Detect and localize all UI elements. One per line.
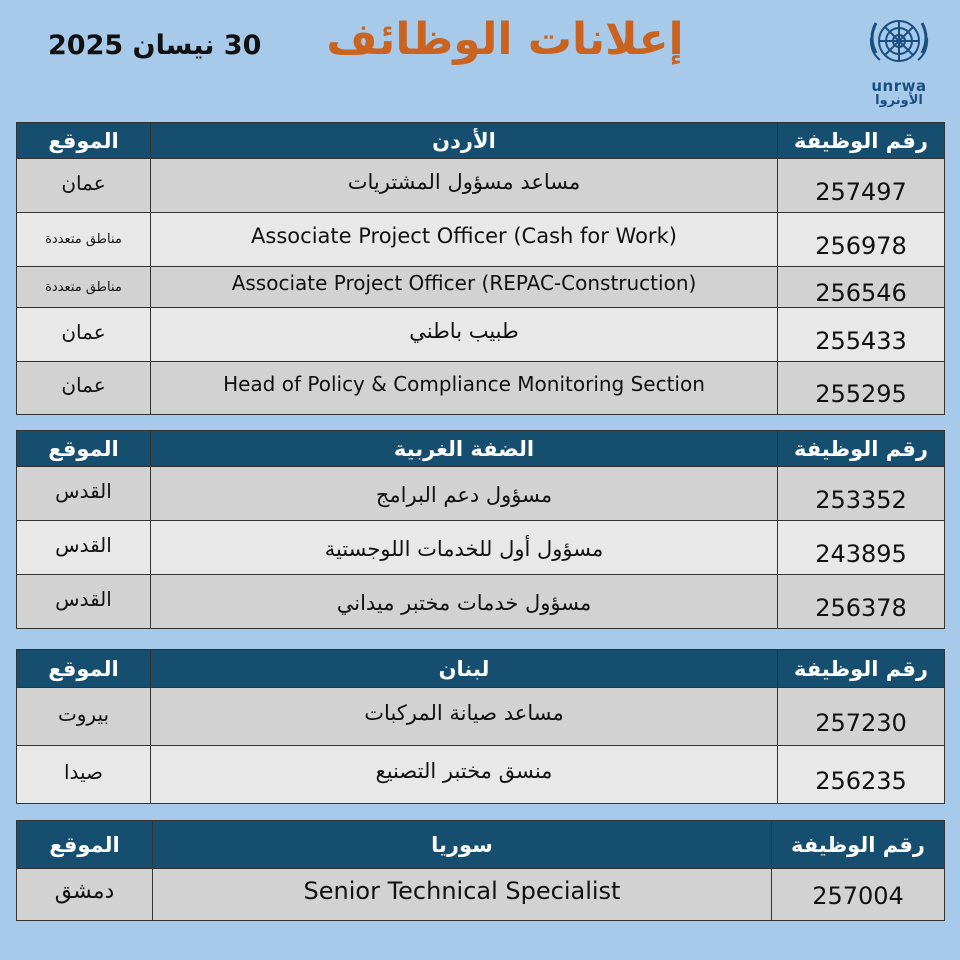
table-row: [17, 575, 945, 629]
job-title: Head of Policy & Compliance Monitoring Section: [151, 362, 778, 415]
region-header: الضفة الغربية: [151, 431, 778, 467]
job-title: Associate Project Officer (Cash for Work): [151, 213, 778, 267]
job-location: عمان: [17, 362, 151, 415]
job-title: منسق مختبر التصنيع: [151, 746, 778, 804]
job-title: مسؤول دعم البرامج: [151, 467, 778, 521]
table-header-row: [17, 650, 945, 688]
table-row: [17, 308, 945, 362]
table-row: [17, 688, 945, 746]
job-number: 255433: [778, 308, 945, 362]
job-location: مناطق متعددة: [17, 267, 151, 308]
region-header: لبنان: [151, 650, 778, 688]
job-number: 253352: [778, 467, 945, 521]
job-number: 243895: [778, 521, 945, 575]
table-row: [17, 521, 945, 575]
column-header-number: رقم الوظيفة: [778, 123, 945, 159]
jobs-table-syria: [16, 820, 945, 921]
un-emblem-icon: [862, 8, 936, 74]
job-title: طبيب باطني: [151, 308, 778, 362]
table-row: [17, 159, 945, 213]
table-row: [17, 467, 945, 521]
job-number: 257230: [778, 688, 945, 746]
table-row: [17, 362, 945, 415]
job-number: 257004: [772, 869, 945, 921]
job-number: 257497: [778, 159, 945, 213]
job-location: بيروت: [17, 688, 151, 746]
job-title: Senior Technical Specialist: [153, 869, 772, 921]
job-location: القدس: [17, 521, 151, 575]
table-row: [17, 869, 945, 921]
job-location: عمان: [17, 308, 151, 362]
column-header-location: الموقع: [17, 821, 153, 869]
job-number: 256378: [778, 575, 945, 629]
job-number: 256235: [778, 746, 945, 804]
column-header-number: رقم الوظيفة: [778, 431, 945, 467]
job-title: مسؤول خدمات مختبر ميداني: [151, 575, 778, 629]
job-title: مساعد صيانة المركبات: [151, 688, 778, 746]
job-title: مساعد مسؤول المشتريات: [151, 159, 778, 213]
logo-text-en: unrwa: [871, 77, 927, 95]
job-location: صيدا: [17, 746, 151, 804]
logo-text-ar: الأونروا: [875, 93, 923, 108]
region-header: سوريا: [153, 821, 772, 869]
table-header-row: [17, 821, 945, 869]
column-header-number: رقم الوظيفة: [778, 650, 945, 688]
page-title: إعلانات الوظائف: [326, 14, 684, 65]
job-number: 256978: [778, 213, 945, 267]
job-location: القدس: [17, 467, 151, 521]
table-row: [17, 267, 945, 308]
job-location: مناطق متعددة: [17, 213, 151, 267]
column-header-number: رقم الوظيفة: [772, 821, 945, 869]
job-location: دمشق: [17, 869, 153, 921]
column-header-location: الموقع: [17, 123, 151, 159]
table-row: [17, 746, 945, 804]
jobs-table-west-bank: [16, 430, 945, 629]
region-header: الأردن: [151, 123, 778, 159]
table-header-row: [17, 431, 945, 467]
column-header-location: الموقع: [17, 431, 151, 467]
job-title: مسؤول أول للخدمات اللوجستية: [151, 521, 778, 575]
jobs-table-jordan: [16, 122, 945, 415]
job-title: Associate Project Officer (REPAC-Construction): [151, 267, 778, 308]
table-row: [17, 213, 945, 267]
job-location: عمان: [17, 159, 151, 213]
job-location: القدس: [17, 575, 151, 629]
announcement-date: 30 نيسان 2025: [48, 30, 262, 61]
job-number: 255295: [778, 362, 945, 415]
unrwa-logo: [858, 8, 940, 108]
jobs-table-lebanon: [16, 649, 945, 804]
column-header-location: الموقع: [17, 650, 151, 688]
job-number: 256546: [778, 267, 945, 308]
table-header-row: [17, 123, 945, 159]
